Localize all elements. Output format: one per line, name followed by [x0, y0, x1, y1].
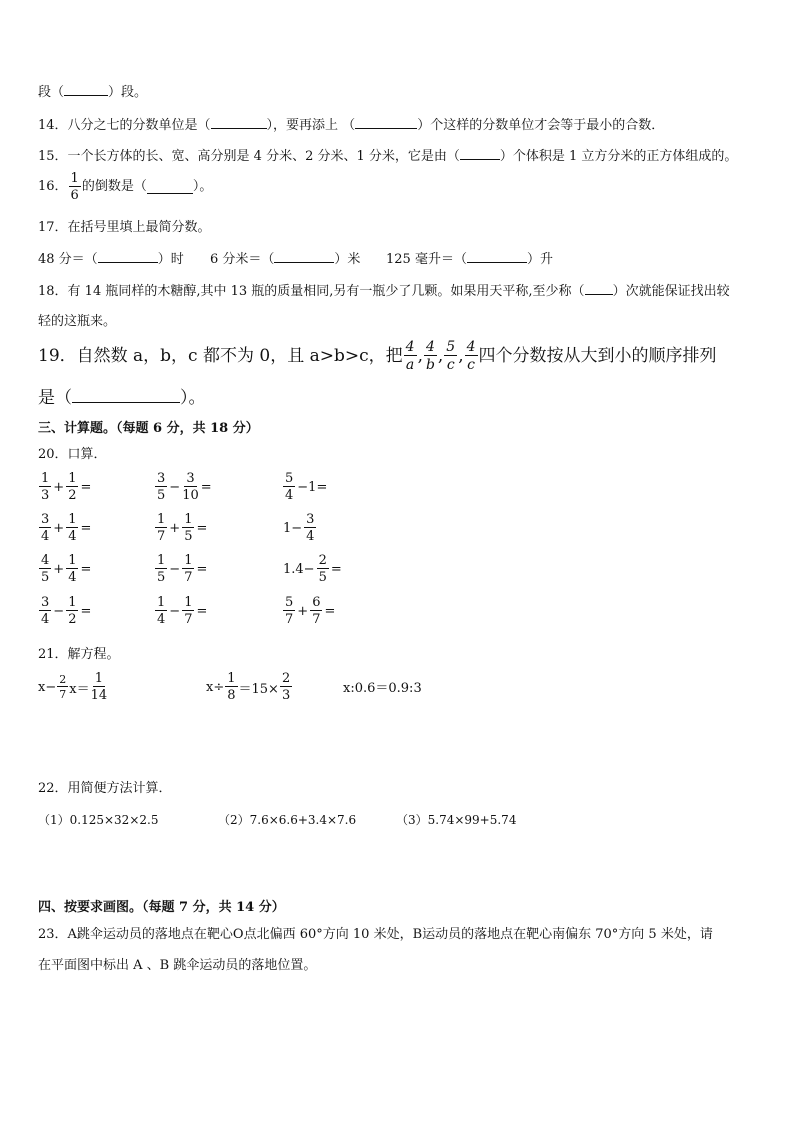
q20-fraction-b-den: 4 [68, 529, 77, 544]
q20-equals: = [80, 603, 92, 619]
q21-eq1-f2-num: 1 [94, 671, 103, 686]
q23-line-1: 23．A跳伞运动员的落地点在靶心O点北偏西 60°方向 10 米处，B运动员的落地点在靶心南偏东 70°方向 5 米处，请 [38, 927, 713, 942]
q20-fraction-b [66, 554, 78, 584]
q16-mid: 的倒数是（ [81, 179, 147, 194]
q17-blank-1[interactable] [98, 250, 158, 263]
q20-fraction-b-num: 1 [68, 512, 77, 527]
q16-pre: 16． [38, 179, 68, 194]
q20-fraction-a-den: 4 [41, 529, 50, 544]
q20-equals: = [80, 479, 92, 495]
q20-fraction-a-den: 5 [157, 488, 166, 503]
q20-item-r2-c2 [154, 513, 208, 543]
q18-blank[interactable] [585, 282, 613, 295]
q20-fraction-a-num: 5 [285, 595, 294, 610]
q17-blank-3[interactable] [467, 250, 527, 263]
q20-fraction-a [39, 596, 51, 626]
q16-fraction-den: 6 [70, 188, 79, 203]
q20-operator: − [169, 479, 181, 495]
q20-operator: −1= [297, 479, 328, 495]
q20-operator: − [53, 603, 65, 619]
q20-item-r2-c3 [282, 513, 317, 543]
q20-operator: − [169, 561, 181, 577]
q22-title: 22．用简便方法计算． [38, 781, 172, 796]
q20-item-r3-c3 [282, 554, 343, 584]
q18-line-1-pre: 18．有 14 瓶同样的木糖醇,其中 13 瓶的质量相同,另有一瓶少了几颗。如果用天平称,至少称（ [38, 284, 585, 299]
q20-operator: + [53, 561, 65, 577]
q20-operator: + [53, 520, 65, 536]
q13-tail-pre: 段（ [38, 85, 65, 100]
q20-fraction-a-den: 4 [157, 612, 166, 627]
q17-item-2 [210, 250, 360, 269]
q19-line-2-pre: 是（ [38, 388, 72, 408]
q18-line-1 [38, 282, 730, 301]
q21-eq1-pre: x− [38, 679, 57, 695]
q19-fraction-1-num: 4 [405, 339, 415, 355]
q19-fraction-1 [404, 340, 417, 372]
q23-line-2: 在平面图中标出 A 、B 跳伞运动员的落地位置。 [38, 958, 317, 973]
q20-fraction-b [182, 513, 194, 543]
q20-fraction-a-den: 5 [318, 570, 327, 585]
q20-fraction-a-num: 5 [285, 471, 294, 486]
q19-sep-2: , [437, 346, 444, 366]
q20-fraction-a [317, 554, 329, 584]
q20-fraction-b-num: 1 [184, 595, 193, 610]
q21-eq2-f1-num: 1 [227, 671, 236, 686]
q20-fraction-b-den: 2 [68, 488, 77, 503]
q16-blank[interactable] [147, 181, 193, 194]
q17-item-1 [38, 250, 184, 269]
q20-equals: = [196, 603, 208, 619]
q20-equals: = [324, 603, 336, 619]
q20-title: 20．口算． [38, 447, 107, 462]
q14-blank-2[interactable] [355, 116, 417, 129]
section-4-heading: 四、按要求画图。（每题 7 分，共 14 分） [38, 900, 285, 915]
q20-item-r3-c2 [154, 554, 208, 584]
q20-fraction-a-num: 4 [41, 553, 50, 568]
q20-item-r1-c3 [282, 472, 328, 502]
q21-eq2-f2-num: 2 [281, 671, 291, 686]
q19-fraction-2-num: 4 [425, 339, 435, 355]
q13-tail-post: ）段。 [108, 85, 148, 100]
q22-item-3: （3）5.74×99+5.74 [396, 813, 517, 827]
q17-item-3-pre: 125 毫升＝（ [386, 252, 467, 267]
q20-fraction-b [66, 513, 78, 543]
q20-fraction-a-den: 3 [41, 488, 50, 503]
q20-fraction-a [283, 472, 295, 502]
q20-fraction-b-den: 5 [184, 529, 193, 544]
q19-sep-3: , [458, 346, 464, 366]
q20-fraction-b-den: 7 [312, 612, 321, 627]
q20-item-r1-c2 [154, 472, 213, 502]
q15-post: ）个体积是 1 立方分米的正方体组成的。 [499, 149, 738, 164]
q20-fraction-a [155, 554, 167, 584]
q20-fraction-b-den: 7 [184, 612, 193, 627]
q16 [38, 172, 212, 202]
q20-item-r1-c1 [38, 472, 92, 502]
q16-fraction-num: 1 [70, 171, 79, 186]
q20-prefix: 1− [283, 520, 303, 536]
q18-line-1-post: ）次就能保证找出较 [612, 284, 730, 299]
q20-fraction-b-num: 1 [68, 595, 77, 610]
q17-item-1-post: ）时 [157, 252, 184, 267]
q20-fraction-a-den: 4 [306, 529, 315, 544]
q20-fraction-a-den: 4 [41, 612, 50, 627]
q14-pre: 14．八分之七的分数单位是（ [38, 118, 211, 133]
q20-operator: + [53, 479, 65, 495]
q21-eq2-pre: x÷ [206, 679, 225, 695]
q21-eq1-mid: x＝ [69, 681, 90, 697]
q22-item-1: （1）0.125×32×2.5 [38, 813, 159, 827]
q21-eq1-f1-den: 7 [59, 688, 67, 701]
q21-title: 21．解方程。 [38, 647, 120, 662]
section-3-heading: 三、计算题。（每题 6 分，共 18 分） [38, 421, 259, 436]
q20-prefix: 1.4− [283, 561, 315, 577]
q18-line-2: 轻的这瓶来。 [38, 314, 117, 329]
q13-tail [38, 83, 147, 102]
q13-answer-blank[interactable] [64, 83, 108, 96]
q20-fraction-b [66, 596, 78, 626]
q20-fraction-b-num: 3 [186, 471, 195, 486]
q20-equals: = [80, 520, 92, 536]
q20-equals: = [330, 561, 342, 577]
q17-item-3 [386, 250, 553, 269]
q20-fraction-b-den: 4 [68, 570, 77, 585]
q20-fraction-a-den: 7 [157, 529, 166, 544]
q19-line-2 [38, 386, 206, 410]
q19-pre: 19．自然数 a，b，c 都不为 0，且 a>b>c，把 [38, 346, 403, 366]
q20-fraction-b [310, 596, 322, 626]
q20-fraction-a [39, 554, 51, 584]
q19-fraction-3-num: 5 [446, 339, 456, 355]
q21-equation-2 [206, 672, 293, 702]
q20-operator: + [169, 520, 181, 536]
q16-fraction [69, 172, 81, 202]
q21-eq1-fraction-2 [91, 672, 108, 702]
q17-item-3-post: ）升 [526, 252, 553, 267]
q17-title: 17．在括号里填上最简分数。 [38, 220, 211, 235]
q20-item-r2-c1 [38, 513, 92, 543]
q19-fraction-4 [465, 340, 478, 372]
q19-fraction-4-num: 4 [466, 339, 476, 355]
q20-fraction-b-den: 10 [182, 488, 199, 503]
q16-post: ）。 [192, 179, 213, 194]
q19-fraction-3 [444, 340, 457, 372]
q21-eq2-f1-den: 8 [227, 688, 236, 703]
q21-eq1-f2-den: 14 [90, 688, 108, 703]
q14 [38, 116, 664, 135]
q20-fraction-a-num: 1 [157, 595, 166, 610]
q20-fraction-b-num: 6 [312, 595, 321, 610]
q20-fraction-b [66, 472, 78, 502]
q20-fraction-a-den: 4 [285, 488, 294, 503]
q14-blank-1[interactable] [211, 116, 267, 129]
q20-fraction-a [155, 513, 167, 543]
q20-equals: = [200, 479, 212, 495]
q20-equals: = [196, 561, 208, 577]
q20-fraction-b-num: 1 [68, 553, 77, 568]
q19-post: 四个分数按从大到小的顺序排列 [478, 346, 717, 366]
q19-blank[interactable] [72, 386, 180, 403]
q20-equals: = [80, 561, 92, 577]
q20-fraction-b [182, 554, 194, 584]
q20-fraction-a-den: 5 [157, 570, 166, 585]
q20-fraction-b [182, 596, 194, 626]
q20-equals: = [196, 520, 208, 536]
q20-fraction-a-den: 7 [285, 612, 294, 627]
q20-fraction-a [155, 472, 167, 502]
q21-eq2-fraction-1 [225, 672, 237, 702]
q20-item-r3-c1 [38, 554, 92, 584]
q21-equation-1 [38, 672, 108, 702]
q20-fraction-a-num: 1 [157, 553, 166, 568]
q19-fraction-2-den: b [425, 357, 435, 373]
q20-fraction-a-num: 3 [41, 512, 50, 527]
q19-line-2-post: ）。 [180, 388, 206, 408]
q20-fraction-a-num: 2 [318, 553, 327, 568]
q20-fraction-a-den: 5 [41, 570, 50, 585]
q14-post: ）个这样的分数单位才会等于最小的合数． [417, 118, 665, 133]
q20-fraction-a [39, 513, 51, 543]
q20-operator: + [297, 603, 309, 619]
q20-operator: − [169, 603, 181, 619]
q17-item-2-post: ）米 [334, 252, 361, 267]
q19-line-1 [38, 340, 717, 372]
q17-item-2-pre: 6 分米＝（ [210, 252, 275, 267]
q21-eq2-fraction-2 [280, 672, 292, 702]
q20-item-r4-c3 [282, 596, 336, 626]
q14-mid: ），要再添上 （ [266, 118, 356, 133]
q20-fraction-b [182, 472, 199, 502]
q19-fraction-2 [424, 340, 437, 372]
q21-eq1-f1-num: 2 [59, 673, 67, 686]
q20-fraction-a [155, 596, 167, 626]
q20-fraction-b-den: 7 [184, 570, 193, 585]
q20-fraction-b-den: 2 [68, 612, 77, 627]
q20-item-r4-c2 [154, 596, 208, 626]
q21-equation-3: x:0.6＝0.9:3 [343, 681, 422, 696]
q17-item-1-pre: 48 分＝（ [38, 252, 98, 267]
q20-fraction-b-num: 1 [184, 512, 193, 527]
q19-fraction-4-den: c [467, 357, 475, 373]
q19-fraction-1-den: a [405, 357, 415, 373]
q15 [38, 147, 737, 166]
q20-fraction-a-num: 3 [306, 512, 315, 527]
q22-item-2: （2）7.6×6.6+3.4×7.6 [218, 813, 357, 827]
q20-fraction-a-num: 1 [41, 471, 50, 486]
q20-fraction-b-num: 1 [184, 553, 193, 568]
q20-fraction-a [39, 472, 51, 502]
q20-fraction-a-num: 3 [157, 471, 166, 486]
q17-blank-2[interactable] [274, 250, 334, 263]
q21-eq2-f2-den: 3 [281, 688, 291, 703]
q20-item-r4-c1 [38, 596, 92, 626]
q15-blank[interactable] [460, 147, 500, 160]
q20-fraction-b-num: 1 [68, 471, 77, 486]
q19-sep-1: , [417, 346, 423, 366]
q20-fraction-a [304, 513, 316, 543]
q20-fraction-a [283, 596, 295, 626]
q20-fraction-a-num: 1 [157, 512, 166, 527]
q21-eq1-fraction-1 [57, 674, 68, 700]
q20-fraction-a-num: 3 [41, 595, 50, 610]
q19-fraction-3-den: c [446, 357, 455, 373]
q21-eq2-mid: ＝15× [238, 681, 279, 697]
q15-pre: 15．一个长方体的长、宽、高分别是 4 分米、2 分米、1 分米，它是由（ [38, 149, 460, 164]
